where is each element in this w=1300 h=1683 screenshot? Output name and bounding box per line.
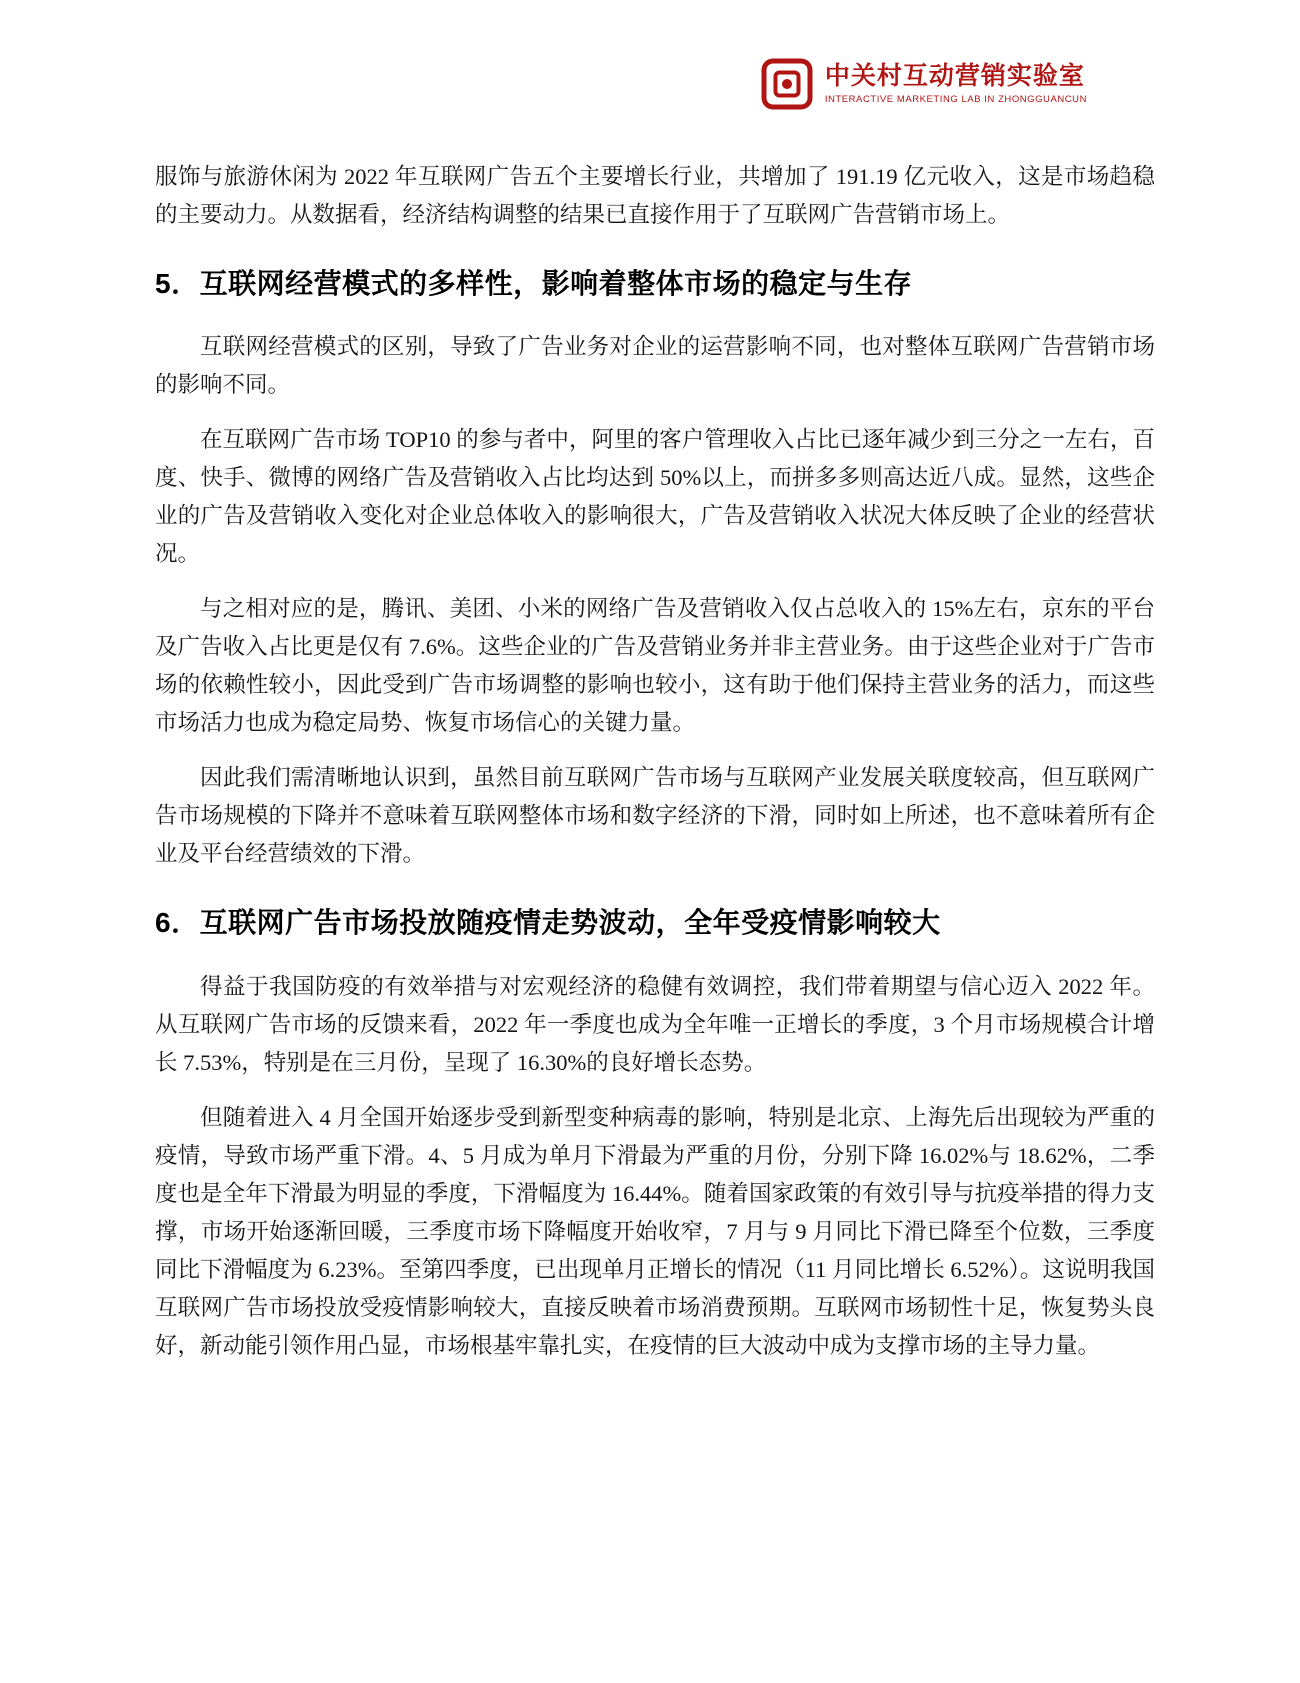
body-paragraph: 服饰与旅游休闲为 2022 年互联网广告五个主要增长行业，共增加了 191.19 亿元收入，这是市场趋稳的主要动力。从数据看，经济结构调整的结果已直接作用于了互联网广告营销市场上。 bbox=[155, 164, 1155, 227]
body-paragraph: 与之相对应的是，腾讯、美团、小米的网络广告及营销收入仅占总收入的 15%左右，京东的平台及广告收入占比更是仅有 7.6%。这些企业的广告及营销业务并非主营业务。由于这些企业对于广告市场的依赖性较小，因此受到广告市场调整的影响也较小，这有助于他们保持主营业务的活力，而这些市场活力也成为稳定局势、恢复市场信心的关键力量。 bbox=[155, 596, 1155, 736]
body-paragraph: 得益于我国防疫的有效举措与对宏观经济的稳健有效调控，我们带着期望与信心迈入 2022 年。从互联网广告市场的反馈来看，2022 年一季度也成为全年唯一正增长的季度，3 个月市场规模合计增长 7.53%，特别是在三月份，呈现了 16.30%的良好增长态势。 bbox=[155, 973, 1155, 1075]
body-paragraph: 互联网经营模式的区别，导致了广告业务对企业的运营影响不同，也对整体互联网广告营销市场的影响不同。 bbox=[155, 334, 1155, 398]
section-heading-6: 6．互联网广告市场投放随疫情走势波动，全年受疫情影响较大 bbox=[155, 907, 941, 939]
logo-subtitle: INTERACTIVE MARKETING LAB IN ZHONGGUANCUN bbox=[824, 94, 1087, 106]
body-paragraph: 但随着进入 4 月全国开始逐步受到新型变种病毒的影响，特别是北京、上海先后出现较为严重的疫情，导致市场严重下滑。4、5 月成为单月下滑最为严重的月份，分别下降 16.02%与 18.62%，二季度也是全年下滑最为明显的季度，下滑幅度为 16.44%。随着国家政策的有效引导与抗疫举措的得力支撑，市场开始逐渐回暖，三季度市场下降幅度开始收窄，7 月与 9 月同比下滑已降至个位数，三季度同比下滑幅度为 6.23%。至第四季度，已出现单月正增长的情况（11 月同比增长 6.52%）。这说明我国互联网广告市场投放受疫情影响较大，直接反映着市场消费预期。互联网市场韧性十足，恢复势头良好，新动能引领作用凸显，市场根基牢靠扎实，在疫情的巨大波动中成为支撑市场的主导力量。 bbox=[155, 1104, 1155, 1358]
body-paragraph: 因此我们需清晰地认识到，虽然目前互联网广告市场与互联网产业发展关联度较高，但互联网广告市场规模的下降并不意味着互联网整体市场和数字经济的下滑，同时如上所述，也不意味着所有企业及平台经营绩效的下滑。 bbox=[155, 765, 1155, 867]
document-content bbox=[155, 158, 1155, 1382]
lab-logo-icon bbox=[761, 58, 813, 110]
logo bbox=[761, 58, 1087, 110]
section-heading-5: 5．互联网经营模式的多样性，影响着整体市场的稳定与生存 bbox=[155, 268, 913, 299]
logo-title: 中关村互动营销实验室 bbox=[824, 61, 1085, 90]
logo-text bbox=[825, 63, 1087, 106]
body-paragraph: 在互联网广告市场 TOP10 的参与者中，阿里的客户管理收入占比已逐年减少到三分之一左右，百度、快手、微博的网络广告及营销收入占比均达到 50%以上，而拼多多则高达近八成。显然，这些企业的广告及营销收入变化对企业总体收入的影响很大，广告及营销收入状况大体反映了企业的经营状况。 bbox=[155, 427, 1155, 567]
